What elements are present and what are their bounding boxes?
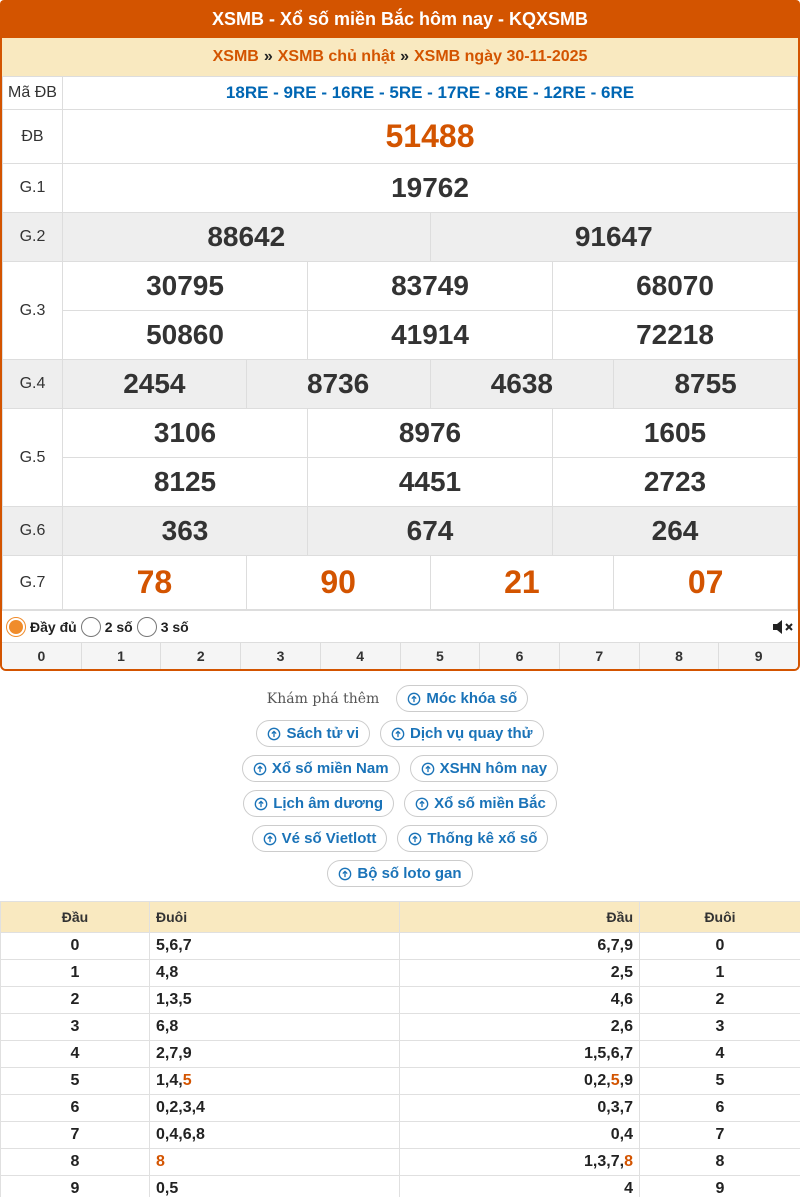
prize-label: G.2 bbox=[3, 213, 63, 262]
prize-cell bbox=[63, 360, 247, 409]
loto-duoi: 1,4,5 bbox=[150, 1068, 400, 1095]
loto-duoi: 7 bbox=[640, 1122, 800, 1149]
loto-row bbox=[1, 1014, 800, 1041]
page-title: XSMB - Xổ số miền Bắc hôm nay - KQXSMB bbox=[0, 0, 800, 38]
loto-dau: 6,7,9 bbox=[400, 933, 640, 960]
prize-number: 674 bbox=[406, 515, 454, 546]
prize-label: G.4 bbox=[3, 360, 63, 409]
explore-link[interactable] bbox=[252, 825, 388, 852]
prize-label: G.5 bbox=[3, 409, 63, 507]
loto-duoi: 6,8 bbox=[150, 1014, 400, 1041]
loto-header-dau: Đầu bbox=[400, 902, 640, 933]
arrow-up-circle-icon bbox=[415, 797, 429, 811]
prize-number: 1605 bbox=[643, 417, 707, 448]
explore-link[interactable] bbox=[380, 720, 544, 747]
loto-duoi: 0,2,3,4 bbox=[150, 1095, 400, 1122]
prize-row-g4 bbox=[3, 360, 798, 409]
loto-dau: 5 bbox=[1, 1068, 150, 1095]
loto-dau: 4 bbox=[400, 1176, 640, 1197]
loto-dau: 4,6 bbox=[400, 987, 640, 1014]
loto-duoi: 5 bbox=[640, 1068, 800, 1095]
prize-cell bbox=[63, 262, 308, 311]
explore-link[interactable] bbox=[327, 860, 472, 887]
prize-cell bbox=[614, 360, 798, 409]
loto-row bbox=[1, 933, 800, 960]
prize-cell bbox=[63, 311, 308, 360]
special-prize-number: 51488 bbox=[385, 118, 475, 154]
digit-filter-1[interactable]: 1 bbox=[82, 643, 162, 669]
loto-duoi: 6 bbox=[640, 1095, 800, 1122]
prize-cell bbox=[553, 311, 798, 360]
explore-link-label: Xổ số miền Bắc bbox=[434, 795, 546, 812]
digit-filter-8[interactable]: 8 bbox=[640, 643, 720, 669]
breadcrumb-separator: » bbox=[400, 48, 409, 65]
option-two-digits-label: 2 số bbox=[104, 618, 133, 635]
prize-row-ma-db bbox=[3, 77, 798, 110]
prize-number: 3106 bbox=[153, 417, 217, 448]
prize-cell bbox=[246, 556, 430, 610]
prize-row-g3 bbox=[3, 262, 798, 311]
loto-dau: 9 bbox=[1, 1176, 150, 1197]
radio-full[interactable] bbox=[6, 617, 26, 637]
prize-row-g2 bbox=[3, 213, 798, 262]
digit-filter-7[interactable]: 7 bbox=[560, 643, 640, 669]
digit-filter-6[interactable]: 6 bbox=[480, 643, 560, 669]
loto-duoi: 5,6,7 bbox=[150, 933, 400, 960]
loto-header-row bbox=[1, 902, 800, 933]
prize-cell bbox=[553, 458, 798, 507]
prize-cell bbox=[63, 213, 431, 262]
digit-filter-3[interactable]: 3 bbox=[241, 643, 321, 669]
explore-link[interactable] bbox=[396, 685, 528, 712]
prize-row-g3 bbox=[3, 311, 798, 360]
loto-duoi: 4,8 bbox=[150, 960, 400, 987]
prize-number: 8125 bbox=[153, 466, 217, 497]
digit-filter-9[interactable]: 9 bbox=[754, 648, 763, 664]
loto-duoi: 2,7,9 bbox=[150, 1041, 400, 1068]
loto-dau: 1 bbox=[1, 960, 150, 987]
breadcrumb-date[interactable]: XSMB ngày 30-11-2025 bbox=[413, 48, 588, 65]
loto-row bbox=[1, 960, 800, 987]
prize-number: 19762 bbox=[391, 172, 469, 203]
prize-number: 4638 bbox=[490, 368, 554, 399]
breadcrumb-separator: » bbox=[263, 48, 273, 65]
digit-filter-5[interactable]: 5 bbox=[401, 643, 481, 669]
loto-dau: 0 bbox=[1, 933, 150, 960]
loto-duoi: 1 bbox=[640, 960, 800, 987]
loto-row bbox=[1, 1176, 800, 1197]
explore-link[interactable] bbox=[242, 755, 400, 782]
result-box bbox=[0, 38, 800, 671]
prize-number: 91647 bbox=[574, 221, 653, 252]
special-code: 18RE - 9RE - 16RE - 5RE - 17RE - 8RE - 12RE - 6RE bbox=[63, 77, 798, 110]
loto-dau: 8 bbox=[1, 1149, 150, 1176]
loto-duoi: 9 bbox=[640, 1176, 800, 1197]
digit-filter-bar bbox=[2, 642, 798, 669]
explore-link-label: Dịch vụ quay thử bbox=[410, 725, 533, 742]
prize-number: 88642 bbox=[207, 221, 286, 252]
arrow-up-circle-icon bbox=[254, 797, 268, 811]
prize-label: G.6 bbox=[3, 507, 63, 556]
prize-cell bbox=[63, 409, 308, 458]
loto-row bbox=[1, 1122, 800, 1149]
loto-row bbox=[1, 1041, 800, 1068]
breadcrumb bbox=[2, 38, 798, 76]
special-prize-cell bbox=[63, 110, 798, 164]
prize-cell bbox=[553, 262, 798, 311]
prize-label: ĐB bbox=[3, 110, 63, 164]
loto-table bbox=[0, 901, 800, 1197]
loto-duoi: 0,4,6,8 bbox=[150, 1122, 400, 1149]
prize-cell bbox=[63, 458, 308, 507]
loto-duoi bbox=[150, 1149, 400, 1176]
prize-cell bbox=[308, 311, 553, 360]
prize-label: G.1 bbox=[3, 164, 63, 213]
loto-duoi: 8 bbox=[640, 1149, 800, 1176]
explore-link-label: Xổ số miền Nam bbox=[271, 760, 389, 777]
loto-header-duoi: Đuôi bbox=[150, 902, 400, 933]
prize-cell bbox=[63, 556, 247, 610]
loto-dau: 0,4 bbox=[400, 1122, 640, 1149]
breadcrumb-xsmb[interactable]: XSMB bbox=[212, 48, 259, 65]
explore-link-label: Thống kê xổ số bbox=[427, 830, 538, 847]
explore-link-label: Sách tử vi bbox=[286, 725, 359, 742]
loto-row bbox=[1, 1068, 800, 1095]
loto-highlight-digit: 5 bbox=[182, 1072, 192, 1089]
prize-number: 4451 bbox=[398, 466, 462, 497]
loto-row bbox=[1, 1149, 800, 1176]
arrow-up-circle-icon bbox=[408, 832, 422, 846]
explore-link-label: Vé số Vietlott bbox=[281, 830, 377, 847]
loto-highlight-digit: 8 bbox=[624, 1153, 633, 1170]
arrow-up-circle-icon bbox=[263, 832, 277, 846]
prize-cell bbox=[430, 360, 614, 409]
loto-dau: 1,5,6,7 bbox=[400, 1041, 640, 1068]
arrow-up-circle-icon bbox=[391, 727, 405, 741]
prize-row-g6 bbox=[3, 507, 798, 556]
prize-number: 2454 bbox=[123, 368, 186, 399]
prize-cell bbox=[614, 556, 798, 610]
loto-highlight-digit: 5 bbox=[610, 1072, 620, 1089]
loto-dau: 1,3,7,8 bbox=[400, 1149, 640, 1176]
prize-row-g5 bbox=[3, 409, 798, 458]
prize-number: 83749 bbox=[391, 270, 469, 301]
explore-link[interactable] bbox=[404, 790, 557, 817]
prize-cell bbox=[430, 213, 798, 262]
prize-number: 72218 bbox=[636, 319, 714, 350]
arrow-up-circle-icon bbox=[407, 692, 421, 706]
explore-link[interactable] bbox=[243, 790, 394, 817]
prize-number: 68070 bbox=[636, 270, 714, 301]
loto-dau: 0,3,7 bbox=[400, 1095, 640, 1122]
option-full[interactable] bbox=[6, 617, 77, 637]
loto-dau: 2,6 bbox=[400, 1014, 640, 1041]
option-two-digits[interactable] bbox=[81, 617, 133, 637]
radio-three-digits[interactable] bbox=[137, 617, 157, 637]
prize-row-g1 bbox=[3, 164, 798, 213]
loto-duoi: 1,3,5 bbox=[150, 987, 400, 1014]
explore-label: Khám phá thêm bbox=[266, 690, 380, 707]
prize-number: 78 bbox=[136, 564, 173, 600]
mute-icon[interactable] bbox=[770, 615, 794, 639]
prize-cell bbox=[246, 360, 430, 409]
prize-row-g5 bbox=[3, 458, 798, 507]
option-full-label: Đầy đủ bbox=[30, 618, 77, 635]
prize-cell bbox=[63, 164, 798, 213]
prize-number: 8976 bbox=[398, 417, 462, 448]
loto-duoi: 3 bbox=[640, 1014, 800, 1041]
arrow-up-circle-icon bbox=[253, 762, 267, 776]
prize-cell bbox=[553, 409, 798, 458]
digit-filter-0[interactable]: 0 bbox=[2, 643, 82, 669]
prize-number: 264 bbox=[651, 515, 699, 546]
display-options bbox=[2, 610, 798, 642]
loto-highlight-digit: 8 bbox=[156, 1153, 165, 1170]
option-three-digits-label: 3 số bbox=[160, 618, 189, 635]
loto-dau: 0,2,5,9 bbox=[400, 1068, 640, 1095]
breadcrumb-sunday[interactable]: XSMB chủ nhật bbox=[277, 48, 396, 65]
explore-link[interactable] bbox=[256, 720, 370, 747]
prize-label: G.7 bbox=[3, 556, 63, 610]
prize-number: 8755 bbox=[674, 368, 737, 399]
prize-label: Mã ĐB bbox=[3, 77, 63, 110]
loto-duoi: 4 bbox=[640, 1041, 800, 1068]
explore-link[interactable] bbox=[410, 755, 559, 782]
prize-table bbox=[2, 76, 798, 610]
prize-number: 90 bbox=[320, 564, 356, 600]
arrow-up-circle-icon bbox=[421, 762, 435, 776]
loto-dau: 2 bbox=[1, 987, 150, 1014]
radio-two-digits[interactable] bbox=[81, 617, 101, 637]
prize-cell bbox=[308, 262, 553, 311]
prize-cell bbox=[430, 556, 614, 610]
loto-duoi: 0,5 bbox=[150, 1176, 400, 1197]
explore-section bbox=[0, 671, 800, 891]
loto-dau: 2,5 bbox=[400, 960, 640, 987]
prize-cell bbox=[308, 507, 553, 556]
arrow-up-circle-icon bbox=[267, 727, 281, 741]
prize-cell bbox=[63, 507, 308, 556]
loto-dau: 6 bbox=[1, 1095, 150, 1122]
loto-header-dau: Đầu bbox=[1, 902, 150, 933]
loto-dau: 3 bbox=[1, 1014, 150, 1041]
prize-cell bbox=[553, 507, 798, 556]
prize-row-g7 bbox=[3, 556, 798, 610]
prize-label: G.3 bbox=[3, 262, 63, 360]
loto-dau: 7 bbox=[1, 1122, 150, 1149]
prize-row-db bbox=[3, 110, 798, 164]
digit-filter-2[interactable]: 2 bbox=[161, 643, 241, 669]
digit-filter-4[interactable]: 4 bbox=[321, 643, 401, 669]
loto-duoi: 2 bbox=[640, 987, 800, 1014]
prize-cell bbox=[308, 409, 553, 458]
explore-link-label: Móc khóa số bbox=[426, 690, 518, 707]
prize-number: 30795 bbox=[146, 270, 224, 301]
explore-link-label: XSHN hôm nay bbox=[439, 760, 548, 777]
explore-link-label: Bộ số loto gan bbox=[357, 865, 462, 882]
prize-number: 50860 bbox=[146, 319, 224, 350]
loto-dau: 4 bbox=[1, 1041, 150, 1068]
prize-cell bbox=[308, 458, 553, 507]
prize-number: 07 bbox=[687, 564, 724, 600]
prize-number: 363 bbox=[161, 515, 209, 546]
loto-row bbox=[1, 987, 800, 1014]
arrow-up-circle-icon bbox=[338, 867, 352, 881]
option-three-digits[interactable] bbox=[137, 617, 189, 637]
loto-header-duoi: Đuôi bbox=[640, 902, 800, 933]
loto-duoi: 0 bbox=[640, 933, 800, 960]
explore-link-label: Lịch âm dương bbox=[273, 795, 384, 812]
prize-number: 41914 bbox=[391, 319, 469, 350]
explore-link[interactable] bbox=[397, 825, 548, 852]
prize-number: 21 bbox=[504, 564, 540, 600]
prize-number: 2723 bbox=[643, 466, 707, 497]
prize-number: 8736 bbox=[306, 368, 370, 399]
loto-row bbox=[1, 1095, 800, 1122]
